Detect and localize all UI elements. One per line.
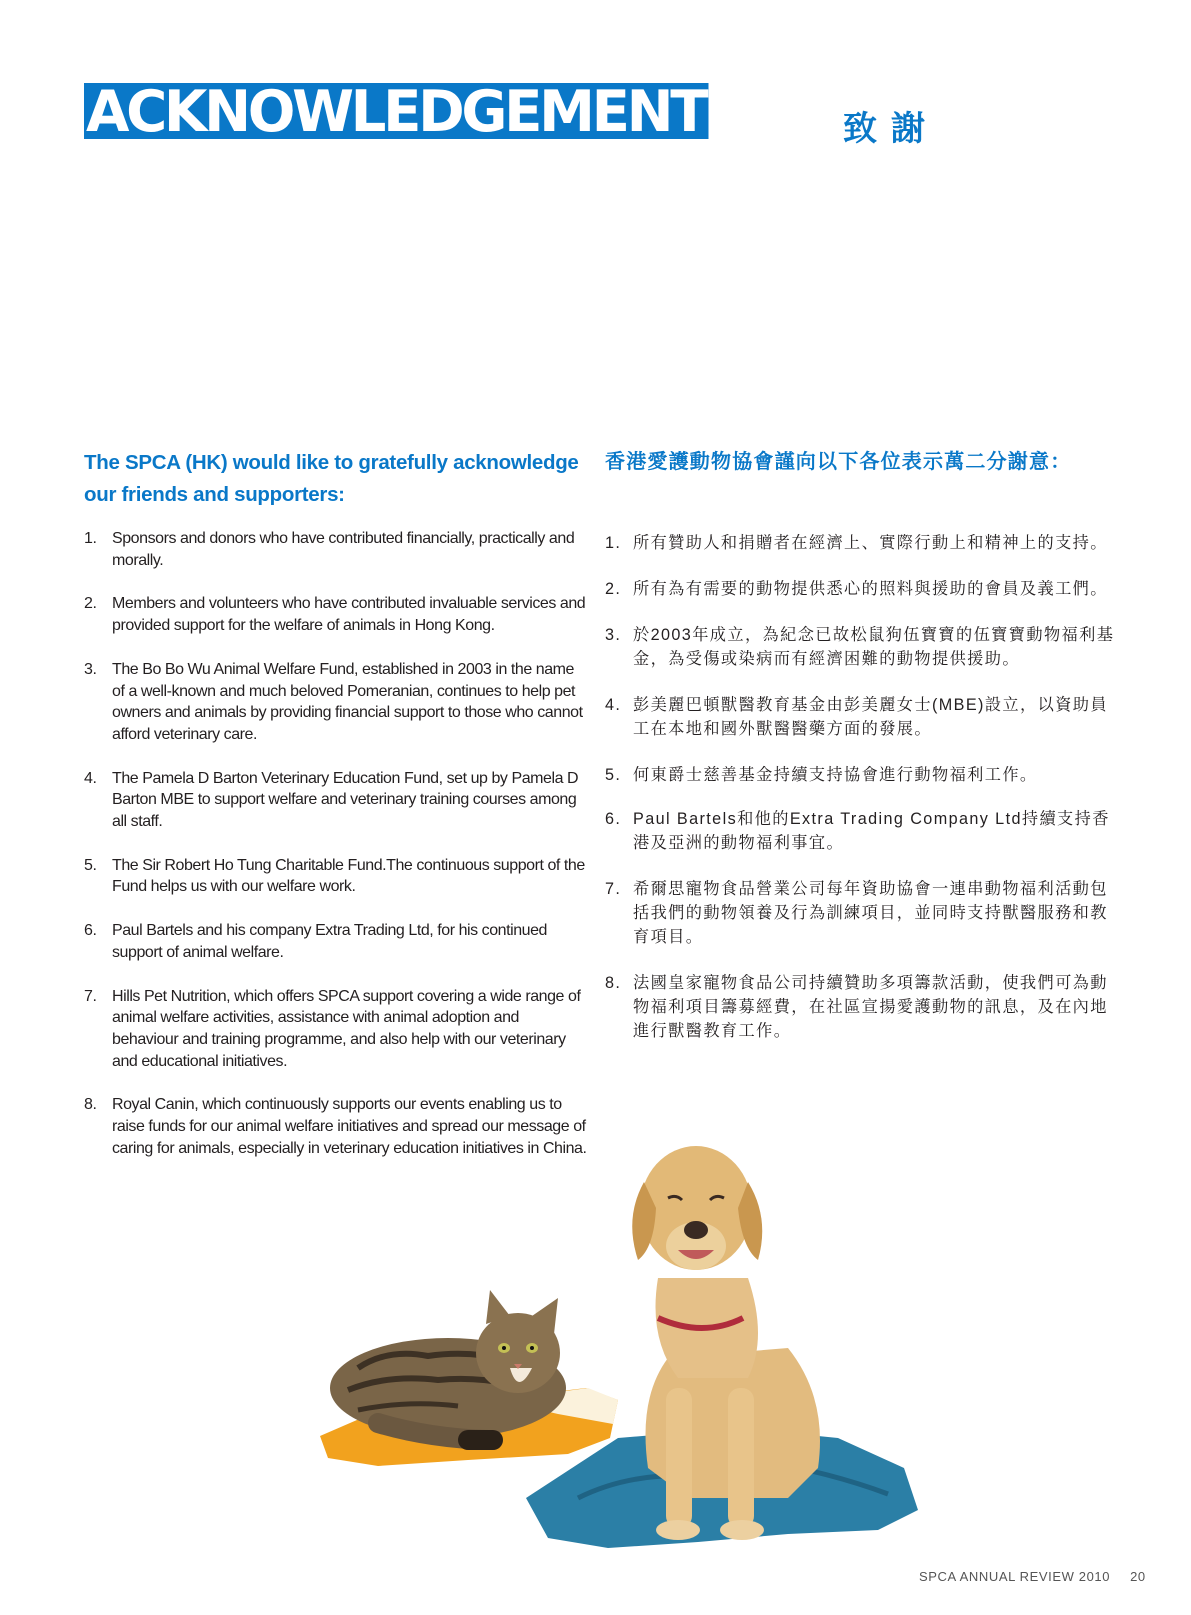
item-number: 4. xyxy=(605,696,622,714)
list-item xyxy=(84,659,589,746)
item-number: 7. xyxy=(84,987,97,1005)
page-number: 20 xyxy=(1130,1569,1146,1584)
item-number: 5. xyxy=(605,766,622,784)
list-item xyxy=(605,877,1115,949)
item-text: 所有贊助人和捐贈者在經濟上、實際行動上和精神上的支持。 xyxy=(633,534,1108,552)
list-item xyxy=(84,986,589,1073)
publication-name: SPCA ANNUAL REVIEW 2010 xyxy=(919,1569,1111,1584)
intro-heading: The SPCA (HK) would like to gratefully acknowledge our friends and supporters: xyxy=(84,451,579,506)
cat xyxy=(330,1290,566,1440)
list-item xyxy=(605,531,1115,555)
item-text: Sponsors and donors who have contributed financially, practically and morally. xyxy=(112,530,575,569)
item-text: Paul Bartels和他的Extra Trading Company Ltd持續支持香港及亞洲的動物福利事宜。 xyxy=(633,810,1110,852)
list-item xyxy=(84,528,589,571)
item-text: 何東爵士慈善基金持續支持協會進行動物福利工作。 xyxy=(633,766,1038,784)
item-text: The Pamela D Barton Veterinary Education Fund, set up by Pamela D Barton MBE to support welfare and veterinary training courses among all staff. xyxy=(112,769,579,831)
list-item xyxy=(605,763,1115,787)
list-item xyxy=(605,577,1115,601)
item-text: The Bo Bo Wu Animal Welfare Fund, established in 2003 in the name of a well-known and much beloved Pomeranian, continues to help pet owners and animals by providing financial support to those who cannot afford veterinary care. xyxy=(112,660,583,743)
acknowledgement-list-chinese xyxy=(605,531,1115,1043)
item-number: 6. xyxy=(84,922,97,940)
list-item xyxy=(605,807,1115,855)
page-title: ACKNOWLEDGEMENT xyxy=(84,83,708,139)
item-text: Members and volunteers who have contributed invaluable services and provided support for the welfare of animals in Hong Kong. xyxy=(112,595,586,635)
item-number: 1. xyxy=(605,534,622,552)
item-text: 彭美麗巴頓獸醫教育基金由彭美麗女士(MBE)設立，以資助員工在本地和國外獸醫醫藥方面的發展。 xyxy=(633,696,1108,738)
item-text: The Sir Robert Ho Tung Charitable Fund.The continuous support of the Fund helps us with our welfare work. xyxy=(112,856,585,896)
item-number: 6. xyxy=(605,810,622,828)
item-number: 4. xyxy=(84,769,97,787)
item-number: 3. xyxy=(605,626,622,644)
item-number: 2. xyxy=(84,595,97,613)
item-number: 5. xyxy=(84,856,97,874)
intro-heading-chinese: 香港愛護動物協會謹向以下各位表示萬二分謝意： xyxy=(605,451,1072,473)
list-item xyxy=(605,623,1115,671)
item-text: 於2003年成立，為紀念已故松鼠狗伍寶寶的伍寶寶動物福利基金，為受傷或染病而有經濟困難的動物提供援助。 xyxy=(633,626,1115,668)
page-title-chinese: 致謝 xyxy=(843,110,939,148)
chinese-column xyxy=(605,447,1115,1065)
list-item xyxy=(84,855,589,898)
list-item xyxy=(84,768,589,833)
english-column xyxy=(84,447,589,1181)
cat-and-dog-photo xyxy=(318,1138,936,1558)
list-item xyxy=(605,971,1115,1043)
page-footer xyxy=(919,1569,1146,1584)
item-text: Paul Bartels and his company Extra Trading Ltd, for his continued support of animal welfare. xyxy=(112,922,548,961)
item-text: 希爾思寵物食品營業公司每年資助協會一連串動物福利活動包括我們的動物領養及行為訓練項目，並同時支持獸醫服務和教育項目。 xyxy=(633,880,1108,946)
item-text: 所有為有需要的動物提供悉心的照料與援助的會員及義工們。 xyxy=(633,580,1108,598)
item-number: 8. xyxy=(84,1096,97,1114)
item-text: Royal Canin, which continuously supports our events enabling us to raise funds for our animal welfare initiatives and spread our message of caring for animals, especially in veterinary education initiatives in China. xyxy=(112,1096,587,1157)
item-text: 法國皇家寵物食品公司持續贊助多項籌款活動，使我們可為動物福利項目籌募經費，在社區宣揚愛護動物的訊息，及在內地進行獸醫教育工作。 xyxy=(633,974,1108,1040)
list-item xyxy=(605,693,1115,741)
item-number: 8. xyxy=(605,974,622,992)
item-number: 1. xyxy=(84,530,97,547)
list-item xyxy=(84,920,589,963)
acknowledgement-list xyxy=(84,528,589,1159)
item-number: 7. xyxy=(605,880,622,898)
item-text: Hills Pet Nutrition, which offers SPCA support covering a wide range of animal welfare activities, assistance with animal adoption and behaviour and training programme, and also help with our veterinary and educational initiatives. xyxy=(112,987,581,1070)
item-number: 2. xyxy=(605,580,622,598)
list-item xyxy=(84,593,589,636)
page-title-block xyxy=(84,79,939,148)
item-number: 3. xyxy=(84,660,97,678)
